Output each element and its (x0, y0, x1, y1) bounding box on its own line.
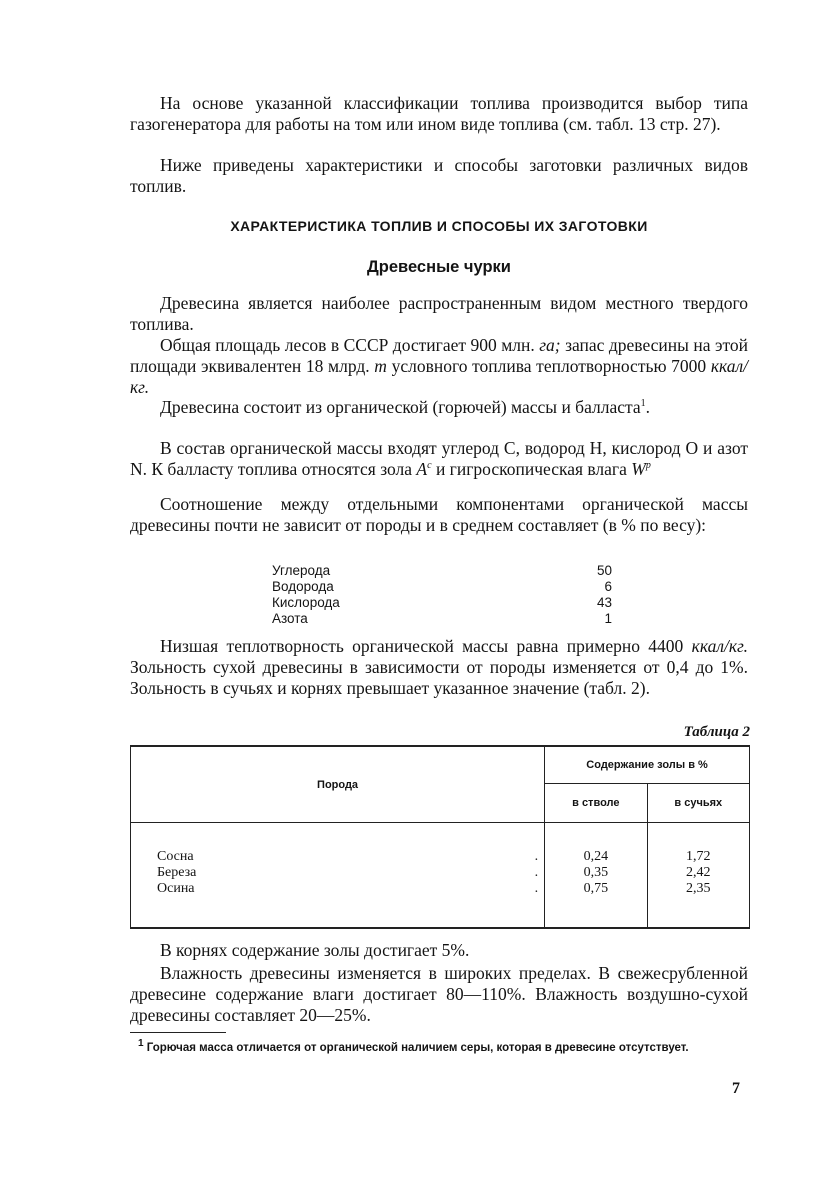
ash-content-table (130, 745, 750, 929)
wood-composition-end: . (645, 397, 651, 417)
composition-list (272, 563, 612, 627)
trunk-values-cell (545, 823, 647, 929)
leader-dot: . (534, 849, 539, 864)
wood-composition-text: Древесина состоит из органической (горючей) массы и балласта (160, 397, 641, 417)
moisture-letter: W (631, 459, 646, 479)
footnote-reference: 1 (640, 398, 646, 410)
ash-superscript: c (427, 460, 432, 472)
unit-hectare: га; (539, 335, 561, 355)
column-header-ash-content: Содержание золы в % (545, 746, 750, 784)
forest-area-text-a: Общая площадь лесов в СССР достигает 900 млн. (160, 335, 535, 355)
leader-dot: . (534, 881, 539, 896)
paragraph-wood-common-text: Древесина является наиболее распространенным видом местного твердого топлива. (130, 293, 748, 334)
species-name: Береза (157, 865, 197, 880)
footnote (130, 1040, 750, 1056)
paragraph-wood-common (130, 293, 748, 335)
column-header-species: Порода (131, 746, 545, 823)
table-caption: Таблица 2 (683, 724, 750, 740)
subsection-title: Древесные чурки (367, 258, 511, 276)
composition-label: Кислорода (272, 595, 340, 610)
branches-value: 2,42 (686, 865, 711, 880)
composition-row (272, 611, 612, 627)
species-row (157, 865, 544, 881)
moisture-text: Влажность древесины изменяется в широких пределах. В свежесрубленной древесине содержание влаги достигает 80—110%. Влажность воздушно-сухой древесины составляет 20—25%. (130, 963, 748, 1025)
heat-value-text-b: Зольность сухой древесины в зависимости от породы изменяется от 0,4 до 1%. Зольность в сучьях и корнях превышает указанное значение (табл. 2). (130, 657, 748, 698)
organic-mass-text-b: и гигроскопическая влага (435, 459, 627, 479)
footnote-marker: 1 (138, 1038, 144, 1050)
paragraph-organic-mass (130, 438, 748, 480)
composition-label: Азота (272, 611, 308, 626)
unit-ton: т (374, 356, 387, 376)
table-row (131, 823, 750, 929)
moisture-superscript: p (645, 460, 651, 472)
composition-row (272, 579, 612, 595)
composition-row (272, 595, 612, 611)
paragraph-forest-area (130, 335, 748, 398)
paragraph-heat-value (130, 636, 748, 699)
intro-paragraph-1-text: На основе указанной классификации топлива производится выбор типа газогенератора для работы на том или ином виде топлива (см. табл. 13 стр. 27). (130, 93, 748, 134)
heat-value-text-a: Низшая теплотворность органической массы равна примерно 4400 (160, 636, 684, 656)
composition-label: Водорода (272, 579, 334, 594)
species-row (157, 881, 544, 897)
composition-value: 43 (596, 595, 612, 610)
trunk-value: 0,24 (583, 849, 609, 864)
unit-kcal: ккал/кг. (130, 356, 749, 397)
trunk-value: 0,75 (583, 881, 609, 896)
organic-mass-text-a: В состав органической массы входят углерод С, водород Н, кислород О и азот N. К балласту топлива относятся зола (130, 438, 748, 479)
forest-area-text-c: условного топлива теплотворностью 7000 (391, 356, 707, 376)
trunk-value: 0,35 (583, 865, 609, 880)
ratio-text: Соотношение между отдельными компонентами органической массы древесины почти не зависит от породы и в среднем составляет (в % по весу): (130, 494, 748, 535)
species-cell (131, 823, 545, 929)
composition-row (272, 563, 612, 579)
ash-letter: A (416, 459, 428, 479)
leader-dot: . (534, 865, 539, 880)
moisture-symbol (631, 459, 651, 479)
footnote-text: Горючая масса отличается от органической наличием серы, которая в древесине отсутствует. (146, 1042, 689, 1054)
composition-label: Углерода (272, 563, 331, 578)
paragraph-wood-composition (130, 397, 748, 418)
branches-value: 2,35 (686, 881, 711, 896)
intro-paragraph-1 (130, 93, 748, 135)
section-title: ХАРАКТЕРИСТИКА ТОПЛИВ И СПОСОБЫ ИХ ЗАГОТОВКИ (230, 218, 648, 234)
footnote-divider (130, 1032, 226, 1033)
paragraph-roots-ash (130, 940, 748, 961)
ash-symbol (416, 459, 431, 479)
paragraph-ratio (130, 494, 748, 536)
roots-ash-text: В корнях содержание золы достигает 5%. (160, 940, 470, 960)
unit-kcal-2: ккал/кг. (691, 636, 748, 656)
column-header-trunk: в стволе (545, 784, 647, 823)
species-row (157, 849, 544, 865)
species-name: Осина (157, 881, 195, 896)
intro-paragraph-2-text: Ниже приведены характеристики и способы заготовки различных видов топлив. (130, 155, 748, 196)
branches-value: 1,72 (686, 849, 711, 864)
composition-value: 50 (596, 563, 612, 578)
forest-area-text-b: запас древесины на этой площади эквивалентен 18 млрд. (130, 335, 748, 376)
paragraph-moisture (130, 963, 748, 1026)
species-name: Сосна (157, 849, 194, 864)
composition-value: 1 (604, 611, 612, 626)
page-number: 7 (732, 1080, 740, 1097)
branches-values-cell (647, 823, 749, 929)
column-header-branches: в сучьях (647, 784, 749, 823)
composition-value: 6 (604, 579, 612, 594)
intro-paragraph-2 (130, 155, 748, 197)
